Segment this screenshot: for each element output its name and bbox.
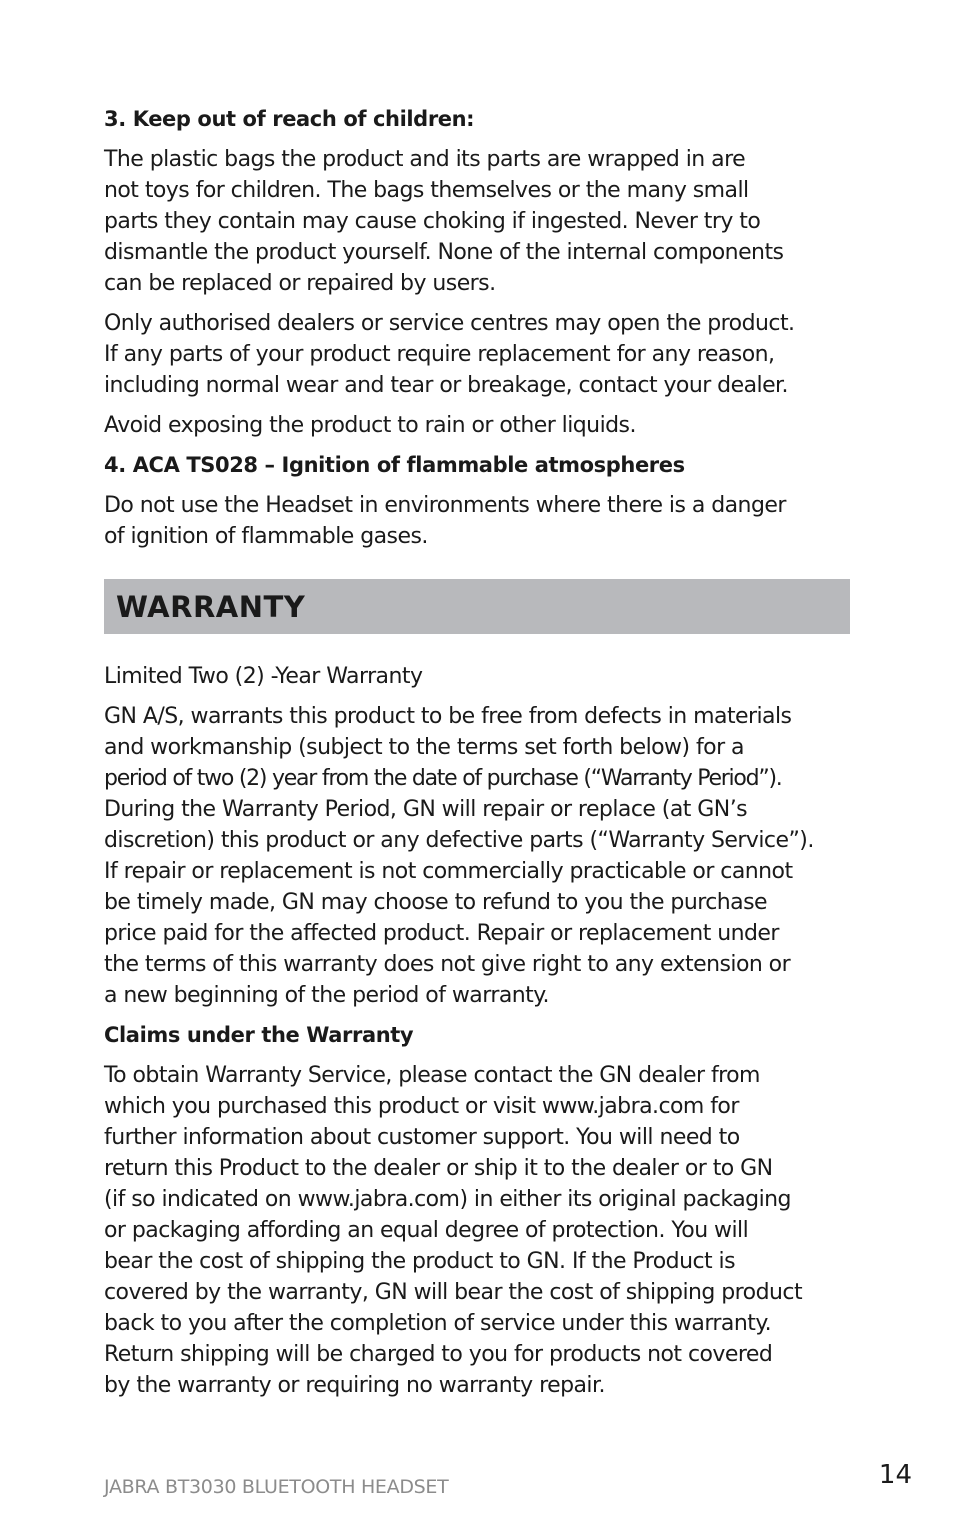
text-line: the terms of this warranty does not give right to any extension or — [104, 952, 791, 977]
text-line: can be replaced or repaired by users. — [104, 271, 496, 296]
page-number: 14 — [878, 1460, 912, 1490]
text-line: or packaging affording an equal degree of protection. You will — [104, 1218, 749, 1243]
children-safety-paragraph — [104, 144, 850, 299]
text-line: including normal wear and tear or breakage, contact your dealer. — [104, 373, 788, 398]
text-line: discretion) this product or any defective parts (“Warranty Service”). — [104, 828, 814, 853]
claims-paragraph — [104, 1060, 850, 1401]
document-page — [104, 104, 850, 1410]
claims-heading: Claims under the Warranty — [104, 1023, 414, 1047]
text-line: back to you after the completion of service under this warranty. — [104, 1311, 772, 1336]
service-paragraph — [104, 308, 850, 401]
text-line: which you purchased this product or visit www.jabra.com for — [104, 1094, 739, 1119]
text-line: be timely made, GN may choose to refund to you the purchase — [104, 890, 767, 915]
flammable-paragraph — [104, 490, 850, 552]
section-4-heading: 4. ACA TS028 – Ignition of flammable atmospheres — [104, 453, 685, 477]
text-line: If repair or replacement is not commercially practicable or cannot — [104, 859, 793, 884]
warranty-title: WARRANTY — [116, 589, 306, 624]
warranty-banner — [104, 579, 850, 634]
text-line: price paid for the affected product. Repair or replacement under — [104, 921, 779, 946]
text-line: Do not use the Headset in environments where there is a danger — [104, 493, 786, 518]
text-line: of ignition of flammable gases. — [104, 524, 428, 549]
text-line: covered by the warranty, GN will bear the cost of shipping product — [104, 1280, 803, 1305]
section-3-heading: 3. Keep out of reach of children: — [104, 107, 475, 131]
text-line: and workmanship (subject to the terms set forth below) for a — [104, 735, 744, 760]
text-line: The plastic bags the product and its parts are wrapped in are — [104, 147, 746, 172]
footer-product-name: JABRA BT3030 BLUETOOTH HEADSET — [104, 1476, 449, 1498]
text-line: not toys for children. The bags themselves or the many small — [104, 178, 749, 203]
text-line: To obtain Warranty Service, please contact the GN dealer from — [104, 1063, 760, 1088]
warranty-paragraph — [104, 701, 850, 1011]
text-line: parts they contain may cause choking if ingested. Never try to — [104, 209, 761, 234]
text-line: GN A/S, warrants this product to be free from defects in materials — [104, 704, 792, 729]
text-line: a new beginning of the period of warranty. — [104, 983, 549, 1008]
text-line: Avoid exposing the product to rain or other liquids. — [104, 413, 636, 438]
text-line: bear the cost of shipping the product to GN. If the Product is — [104, 1249, 736, 1274]
text-line: further information about customer support. You will need to — [104, 1125, 740, 1150]
warranty-subtitle — [104, 661, 850, 692]
liquids-paragraph — [104, 410, 850, 441]
text-line: dismantle the product yourself. None of the internal components — [104, 240, 784, 265]
text-line: return this Product to the dealer or ship it to the dealer or to GN — [104, 1156, 773, 1181]
text-line: Only authorised dealers or service centres may open the product. — [104, 311, 795, 336]
text-line: Limited Two (2) -Year Warranty — [104, 664, 423, 689]
text-line: Return shipping will be charged to you for products not covered — [104, 1342, 773, 1367]
text-line: period of two (2) year from the date of purchase (“Warranty Period”). — [104, 766, 782, 791]
text-line: (if so indicated on www.jabra.com) in either its original packaging — [104, 1187, 791, 1212]
text-line: If any parts of your product require replacement for any reason, — [104, 342, 775, 367]
text-line: During the Warranty Period, GN will repair or replace (at GN’s — [104, 797, 748, 822]
text-line: by the warranty or requiring no warranty repair. — [104, 1373, 605, 1398]
